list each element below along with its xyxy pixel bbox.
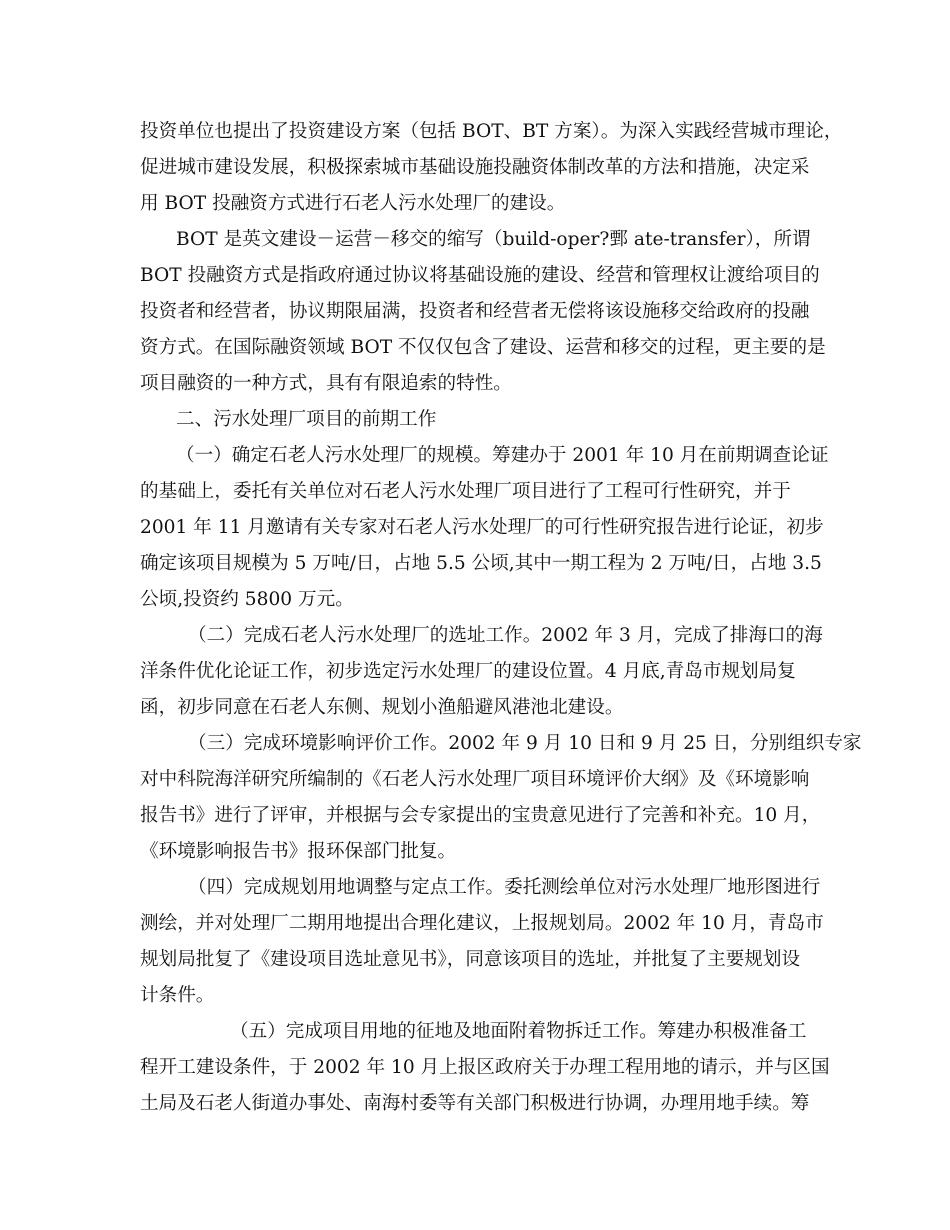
body-text-line: 的基础上，委托有关单位对石老人污水处理厂项目进行了工程可行性研究，并于 — [140, 481, 791, 502]
body-text-line: 用 BOT 投融资方式进行石老人污水处理厂的建设。 — [140, 193, 566, 214]
body-text-line: 测绘，并对处理厂二期用地提出合理化建议，上报规划局。2002 年 10 月，青岛市 — [140, 913, 824, 934]
paragraph-start-line: BOT 是英文建设－运营－移交的缩写（build-oper?鄄 ate-transfer），所谓 — [176, 229, 811, 250]
body-text-line: 资方式。在国际融资领域 BOT 不仅仅包含了建设、运营和移交的过程，更主要的是 — [140, 337, 826, 358]
paragraph-start-line: （一）确定石老人污水处理厂的规模。筹建办于 2001 年 10 月在前期调查论证 — [176, 445, 829, 466]
section-heading: 二、污水处理厂项目的前期工作 — [176, 409, 437, 430]
body-text-line: 报告书》进行了评审，并根据与会专家提出的宝贵意见进行了完善和补充。10 月， — [140, 805, 821, 826]
body-text-line: 《环境影响报告书》报环保部门批复。 — [140, 841, 457, 862]
body-text-line: 计条件。 — [140, 985, 215, 1006]
body-text-line: 确定该项目规模为 5 万吨/日，占地 5.5 公顷,其中一期工程为 2 万吨/日，占地 3.5 — [140, 553, 822, 574]
body-text-line: 2001 年 11 月邀请有关专家对石老人污水处理厂的可行性研究报告进行论证，初步 — [140, 517, 824, 538]
body-text-line: 公顷,投资约 5800 万元。 — [140, 589, 354, 610]
paragraph-start-line: （五）完成项目用地的征地及地面附着物拆迁工作。筹建办积极准备工 — [230, 1021, 807, 1042]
body-text-line: 洋条件优化论证工作，初步选定污水处理厂的建设位置。4 月底,青岛市规划局复 — [140, 661, 796, 682]
body-text-line: 土局及石老人街道办事处、南海村委等有关部门积极进行协调，办理用地手续。筹 — [140, 1093, 810, 1114]
body-text-line: 促进城市建设发展，积极探索城市基础设施投融资体制改革的方法和措施，决定采 — [140, 157, 810, 178]
body-text-line: 项目融资的一种方式，具有有限追索的特性。 — [140, 373, 512, 394]
paragraph-start-line: （三）完成环境影响评价工作。2002 年 9 月 10 日和 9 月 25 日，分别组织专家 — [188, 733, 862, 754]
paragraph-start-line: （四）完成规划用地调整与定点工作。委托测绘单位对污水处理厂地形图进行 — [188, 877, 821, 898]
body-text-line: 投资单位也提出了投资建设方案（包括 BOT、BT 方案）。为深入实践经营城市理论， — [140, 121, 843, 142]
paragraph-start-line: （二）完成石老人污水处理厂的选址工作。2002 年 3 月，完成了排海口的海 — [188, 625, 823, 646]
body-text-line: 函，初步同意在石老人东侧、规划小渔船避风港池北建设。 — [140, 697, 624, 718]
body-text-line: 投资者和经营者，协议期限届满，投资者和经营者无偿将该设施移交给政府的投融 — [140, 301, 810, 322]
body-text-line: BOT 投融资方式是指政府通过协议将基础设施的建设、经营和管理权让渡给项目的 — [140, 265, 820, 286]
body-text-line: 程开工建设条件，于 2002 年 10 月上报区政府关于办理工程用地的请示，并与区国 — [140, 1057, 830, 1078]
body-text-line: 规划局批复了《建设项目选址意见书》，同意该项目的选址，并批复了主要规划设 — [140, 949, 801, 970]
body-text-line: 对中科院海洋研究所编制的《石老人污水处理厂项目环境评价大纲》及《环境影响 — [140, 769, 810, 790]
